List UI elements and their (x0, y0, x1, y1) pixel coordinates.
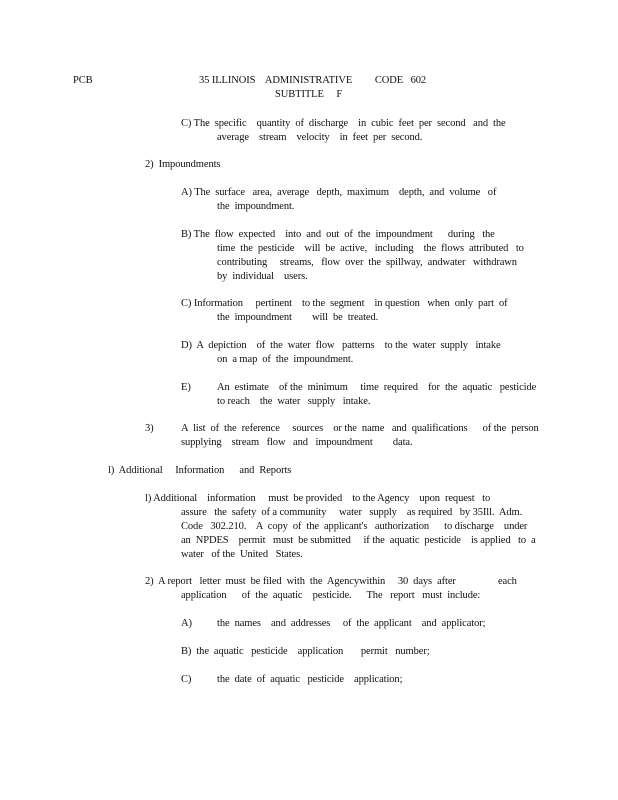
paragraph-word: each (498, 576, 517, 587)
paragraph-line: B) The flow expected into and out of the impoundment during the (181, 229, 495, 240)
paragraph-line: water of the United States. (181, 549, 303, 560)
paragraph-line: A) The surface area, average depth, maximum depth, and volume of (181, 187, 497, 198)
header-subtitle: SUBTITLE F (275, 89, 343, 100)
paragraph-line: on a map of the impoundment. (217, 354, 354, 365)
paragraph-line: D) A depiction of the water flow patterns to the water supply intake (181, 340, 501, 351)
header-title: 35 ILLINOIS ADMINISTRATIVE CODE 602 (199, 75, 427, 86)
paragraph-line: the impoundment will be treated. (217, 312, 379, 323)
paragraph-line: average stream velocity in feet per second. (217, 132, 423, 143)
section-heading: 2) Impoundments (145, 159, 221, 170)
paragraph-line: the names and addresses of the applicant and applicator; (217, 618, 486, 629)
section-heading: l) Additional Information and Reports (108, 465, 292, 476)
paragraph-line: the impoundment. (217, 201, 295, 212)
paragraph-line: B) the aquatic pesticide application permit number; (181, 646, 430, 657)
paragraph-line: Code 302.210. A copy of the applicant's authorization to discharge under (181, 521, 528, 532)
paragraph-line: by individual users. (217, 271, 308, 282)
paragraph-line: 2) A report letter must be filed with the Agencywithin 30 days after (145, 576, 456, 587)
list-label: A) (181, 618, 192, 629)
agency-abbrev: PCB (73, 75, 93, 86)
paragraph-line: time the pesticide will be active, including the flows attributed to (217, 243, 524, 254)
list-label: E) (181, 382, 191, 393)
list-label: C) (181, 674, 192, 685)
paragraph-line: the date of aquatic pesticide application; (217, 674, 403, 685)
paragraph-line: an NPDES permit must be submitted if the aquatic pesticide is applied to a (181, 535, 536, 546)
list-label: 3) (145, 423, 154, 434)
paragraph-line: C) The specific quantity of discharge in cubic feet per second and the (181, 118, 506, 129)
paragraph-line: application of the aquatic pesticide. The report must include: (181, 590, 481, 601)
paragraph-line: assure the safety of a community water supply as required by 35Ill. Adm. (181, 507, 523, 518)
paragraph-line: C) Information pertinent to the segment in question when only part of (181, 298, 508, 309)
paragraph-line: to reach the water supply intake. (217, 396, 371, 407)
paragraph-line: supplying stream flow and impoundment data. (181, 437, 413, 448)
paragraph-line: A list of the reference sources or the name and qualifications of the person (181, 423, 539, 434)
paragraph-line: An estimate of the minimum time required for the aquatic pesticide (217, 382, 537, 393)
paragraph-line: contributing streams, flow over the spillway, andwater withdrawn (217, 257, 517, 268)
paragraph-line: l) Additional information must be provided to the Agency upon request to (145, 493, 491, 504)
